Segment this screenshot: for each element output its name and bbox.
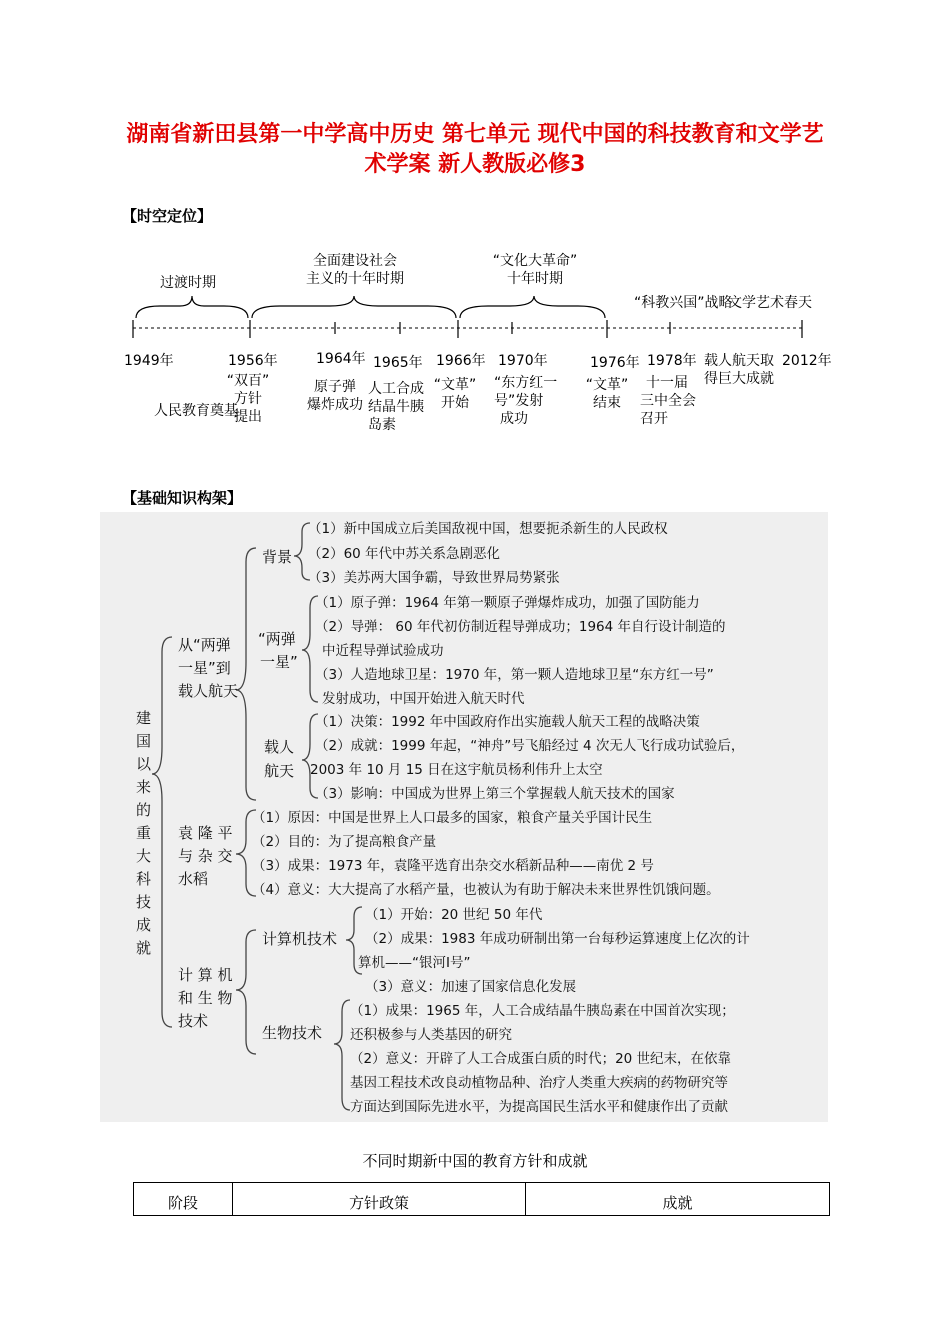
event-atom-line-1: 原子弹 xyxy=(314,379,356,395)
event-spaceflight-line-2: 得巨大成就 xyxy=(704,371,774,387)
section-heading-timeline: 【时空定位】 xyxy=(122,207,213,225)
header-stage: 阶段 xyxy=(134,1183,233,1216)
event-spaceflight-line-1: 载人航天取 xyxy=(704,353,774,369)
header-achievement: 成就 xyxy=(526,1183,830,1216)
year-1978: 1978年 xyxy=(647,353,697,369)
branch-yuan-longping xyxy=(178,822,233,891)
event-insulin xyxy=(368,380,424,434)
background-label: 背景 xyxy=(262,548,293,566)
rice-item-4: （4）意义：大大提高了水稻产量，也被认为有助于解决未来世界性饥饿问题。 xyxy=(252,882,720,898)
table-header-row xyxy=(134,1183,830,1216)
rice-item-2: （2）目的：为了提高粮食产量 xyxy=(252,834,437,850)
two-bombs-item-3-cont: 发射成功，中国开始进入航天时代 xyxy=(322,691,525,707)
year-1976: 1976年 xyxy=(590,355,640,371)
arts-spring-label: 文学艺术春天 xyxy=(728,295,812,311)
two-bombs-label-line-1: “两弹 xyxy=(258,630,296,648)
background-item-3: （3）美苏两大国争霸，导致世界局势紧张 xyxy=(308,570,560,586)
period-cultural-line-1: “文化大革命” xyxy=(492,253,578,269)
computer-item-2-cont: 算机——“银河Ⅰ号” xyxy=(358,955,471,971)
biotech-item-2: （2）意义：开辟了人工合成蛋白质的时代；20 世纪末，在依靠 xyxy=(350,1051,732,1067)
year-1970: 1970年 xyxy=(498,353,548,369)
branch-rice-line-2: 与 杂 交 xyxy=(178,847,233,865)
branch-tech-line-2: 和 生 物 xyxy=(178,989,233,1007)
period-transition: 过渡时期 xyxy=(160,275,216,291)
event-insulin-line-1: 人工合成 xyxy=(368,381,424,397)
event-insulin-line-2: 结晶牛胰 xyxy=(368,399,424,415)
event-plenum-line-2: 三中全会 xyxy=(640,393,696,409)
spaceflight-item-2: （2）成就：1999 年起，“神舟”号飞船经过 4 次无人飞行成功试验后， xyxy=(315,738,745,754)
event-atom-line-2: 爆炸成功 xyxy=(307,397,363,413)
event-atom-bomb xyxy=(300,378,370,414)
spaceflight-item-1: （1）决策：1992 年中国政府作出实施载人航天工程的战略决策 xyxy=(315,714,700,730)
event-shuangbai xyxy=(222,372,274,426)
event-plenum-line-3: 召开 xyxy=(640,411,668,427)
framework-root-label: 建国以来的重大科技成就 xyxy=(136,709,152,957)
strategy-label: “科教兴国”战略 xyxy=(634,295,733,311)
header-policy: 方针政策 xyxy=(233,1183,526,1216)
section-heading-framework: 【基础知识构架】 xyxy=(122,489,243,507)
biotech-item-2-cont-2: 方面达到国际先进水平，为提高国民生活水平和健康作出了贡献 xyxy=(350,1099,728,1115)
period-construction xyxy=(290,252,420,288)
biotech-item-1-cont: 还积极参与人类基因的研究 xyxy=(350,1027,512,1043)
event-shuangbai-line-3: 提出 xyxy=(234,409,262,425)
rice-item-1: （1）原因：中国是世界上人口最多的国家，粮食产量关乎国计民生 xyxy=(252,810,653,826)
year-1966: 1966年 xyxy=(436,353,486,369)
computer-tech-label: 计算机技术 xyxy=(262,930,338,948)
two-bombs-item-2: （2）导弹： 60 年代初仿制近程导弹成功；1964 年自行设计制造的 xyxy=(315,619,726,635)
event-cr-end-line-1: “文革” xyxy=(585,377,629,393)
event-cr-start xyxy=(428,376,482,412)
computer-item-2: （2）成果：1983 年成功研制出第一台每秒运算速度上亿次的计 xyxy=(365,931,750,947)
table-caption: 不同时期新中国的教育方针和成就 xyxy=(362,1152,588,1170)
branch-two-bombs-to-spaceflight: 从“两弹一星”到载人航天 xyxy=(178,636,239,700)
event-cr-start-line-2: 开始 xyxy=(441,395,469,411)
event-spaceflight xyxy=(704,352,774,388)
event-shuangbai-line-1: “双百” xyxy=(226,373,270,389)
event-cr-end-line-2: 结束 xyxy=(593,395,621,411)
event-shuangbai-line-2: 方针 xyxy=(234,391,262,407)
spaceflight-label-line-1: 载人 xyxy=(264,738,295,756)
background-item-1: （1）新中国成立后美国敌视中国，想要扼杀新生的人民政权 xyxy=(308,521,668,537)
event-satellite-line-3: 成功 xyxy=(500,411,528,427)
branch-tech-line-3: 技术 xyxy=(178,1012,209,1030)
event-satellite-line-1: “东方红一 xyxy=(494,375,558,391)
year-1965: 1965年 xyxy=(373,355,423,371)
two-bombs-label-line-2: 一星” xyxy=(260,653,298,671)
year-2012: 2012年 xyxy=(782,353,832,369)
education-policy-table xyxy=(133,1182,830,1216)
year-1964: 1964年 xyxy=(316,351,366,367)
branch-tech-line-1: 计 算 机 xyxy=(178,966,233,984)
branch-rice-line-3: 水稻 xyxy=(178,870,209,888)
title-line-1: 湖南省新田县第一中学高中历史 第七单元 现代中国的科技教育和文学艺 xyxy=(126,122,824,147)
computer-item-1: （1）开始：20 世纪 50 年代 xyxy=(365,907,543,923)
two-bombs-item-3: （3）人造地球卫星：1970 年，第一颗人造地球卫星“东方红一号” xyxy=(315,667,714,683)
period-cultural-revolution xyxy=(480,252,590,288)
biotech-item-2-cont: 基因工程技术改良动植物品种、治疗人类重大疾病的药物研究等 xyxy=(350,1075,728,1091)
rice-item-3: （3）成果：1973 年，袁隆平选育出杂交水稻新品种——南优 2 号 xyxy=(252,858,654,874)
biotech-label: 生物技术 xyxy=(262,1024,323,1042)
two-bombs-item-2-cont: 中近程导弹试验成功 xyxy=(322,643,444,659)
computer-item-3: （3）意义：加速了国家信息化发展 xyxy=(365,979,577,995)
spaceflight-item-2-cont: 2003 年 10 月 15 日在这宇航员杨利伟升上太空 xyxy=(310,762,603,778)
event-satellite-line-2: 号”发射 xyxy=(494,393,544,409)
branch-computer-biotech xyxy=(178,964,233,1033)
background-item-2: （2）60 年代中苏关系急剧恶化 xyxy=(308,546,501,562)
two-bombs-item-1: （1）原子弹：1964 年第一颗原子弹爆炸成功，加强了国防能力 xyxy=(315,595,700,611)
event-insulin-line-3: 岛素 xyxy=(368,417,396,433)
event-satellite xyxy=(494,374,557,428)
event-cr-start-line-1: “文革” xyxy=(433,377,477,393)
period-construction-line-1: 全面建设社会 xyxy=(313,253,397,269)
timeline xyxy=(0,0,950,470)
period-cultural-line-2: 十年时期 xyxy=(507,271,563,287)
year-1956: 1956年 xyxy=(228,353,278,369)
event-education-foundation: 人民教育奠基 xyxy=(154,403,238,419)
year-1949: 1949年 xyxy=(124,353,174,369)
branch-rice-line-1: 袁 隆 平 xyxy=(178,824,233,842)
spaceflight-item-3: （3）影响：中国成为世界上第三个掌握载人航天技术的国家 xyxy=(315,786,675,802)
period-construction-line-2: 主义的十年时期 xyxy=(306,271,404,287)
event-plenum-line-1: 十一届 xyxy=(646,375,688,391)
knowledge-framework-diagram xyxy=(100,512,828,1122)
spaceflight-label-line-2: 航天 xyxy=(264,762,295,780)
biotech-item-1: （1）成果：1965 年，人工合成结晶牛胰岛素在中国首次实现； xyxy=(350,1003,735,1019)
event-cr-end xyxy=(580,376,634,412)
title-line-2: 术学案 新人教版必修3 xyxy=(364,152,586,177)
event-third-plenum xyxy=(640,374,696,428)
